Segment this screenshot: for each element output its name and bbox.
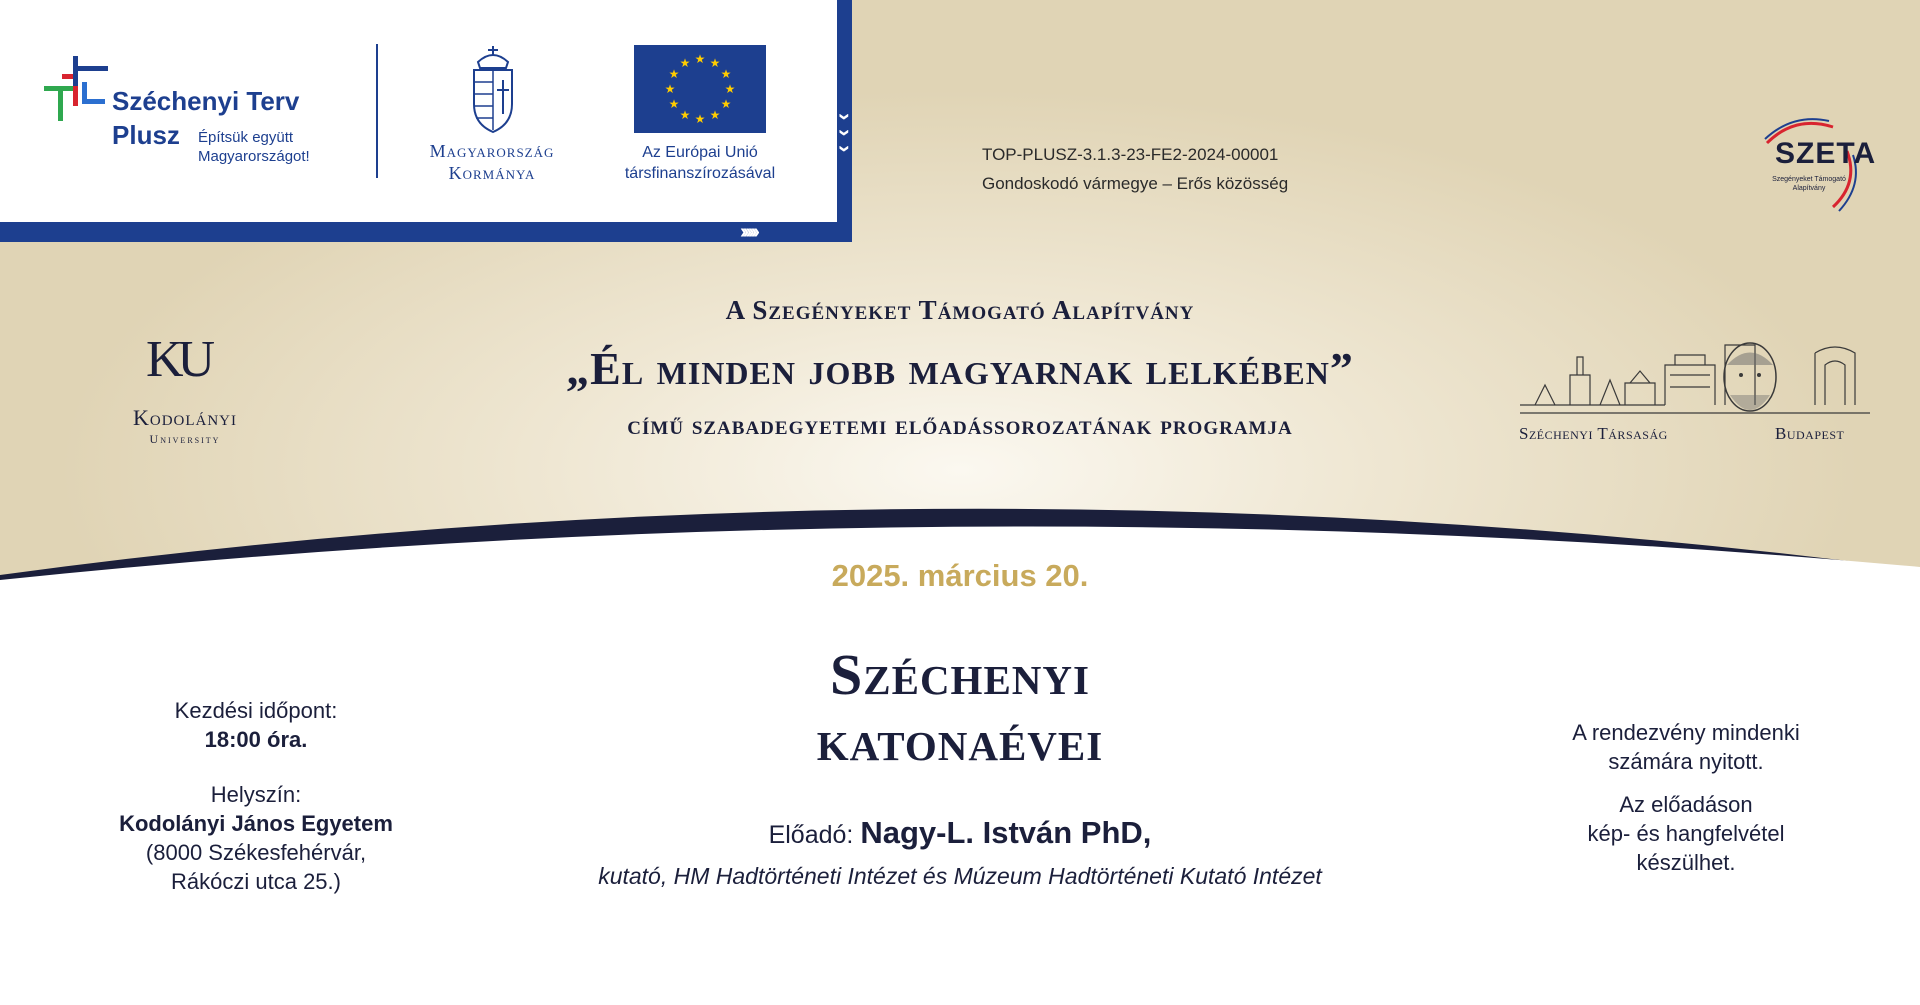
recording-note-line-1: Az előadáson — [1619, 792, 1753, 817]
szeta-logo-subtitle: Szegényeket Támogató Alapítvány — [1772, 176, 1846, 192]
eu-star-icon: ★ — [694, 112, 706, 126]
szechenyi-terv-title: Széchenyi Terv — [112, 86, 300, 116]
eu-star-icon: ★ — [720, 97, 732, 111]
eu-flag — [634, 45, 766, 133]
project-slogan: Gondoskodó vármegye – Erős közösség — [982, 174, 1289, 193]
szechenyi-terv-slogan — [198, 128, 348, 166]
hungarian-government-logo-text — [412, 140, 572, 184]
recording-note-line-2: kép- és hangfelvétel — [1587, 821, 1785, 846]
event-title-line-1: Széchenyi — [830, 642, 1090, 707]
eu-star-icon: ★ — [679, 107, 691, 122]
kodolanyi-monogram: KU — [146, 331, 210, 388]
event-time-and-place — [100, 696, 412, 896]
open-note-line-1: A rendezvény mindenki — [1572, 720, 1800, 745]
start-time-label: Kezdési időpont: — [174, 698, 338, 723]
start-time: 18:00 óra. — [204, 727, 308, 752]
event-title-line-2: katonaévei — [816, 708, 1104, 773]
eu-cofinancing-text — [604, 142, 796, 184]
eu-line-1: Az Európai Unió — [642, 144, 758, 161]
address-line-1: (8000 Székesfehérvár, — [145, 840, 367, 865]
place-name: Kodolányi János Egyetem — [119, 811, 393, 836]
recording-note-line-3: készülhet. — [1636, 850, 1736, 875]
eu-star-icon: ★ — [668, 97, 680, 111]
header-organization: A Szegényeket Támogató Alapítvány — [725, 295, 1195, 325]
header-series-title: „Él minden jobb magyarnak lelkében” — [566, 343, 1354, 394]
project-info — [982, 140, 1288, 198]
kormany-line-1: Magyarország — [429, 141, 555, 161]
kodolanyi-university-label: University — [149, 432, 221, 446]
eu-star-icon: ★ — [664, 82, 676, 96]
hungarian-coat-of-arms-icon — [470, 44, 516, 134]
eu-star-icon: ★ — [679, 56, 691, 71]
place-label: Helyszín: — [210, 782, 302, 807]
eu-star-icon: ★ — [709, 107, 721, 122]
open-note-line-2: számára nyitott. — [1608, 749, 1764, 774]
slogan-line-2: Magyarországot! — [198, 148, 310, 165]
eu-star-icon: ★ — [720, 67, 732, 81]
panel-border-bottom — [0, 222, 852, 242]
eu-star-icon: ★ — [724, 82, 736, 96]
szeta-logo-text: SZETA — [1775, 137, 1877, 170]
eu-star-icon: ★ — [694, 52, 706, 66]
slogan-line-1: Építsük együtt — [198, 129, 294, 146]
szechenyi-tarsasag-label: Széchenyi Társaság — [1519, 424, 1668, 443]
kodolanyi-name: Kodolányi — [132, 405, 238, 430]
project-code: TOP-PLUSZ-3.1.3-23-FE2-2024-00001 — [982, 145, 1279, 164]
eu-line-2: társfinanszírozásával — [624, 165, 776, 182]
presenter-name: Nagy-L. István PhD, — [860, 815, 1152, 850]
budapest-label: Budapest — [1775, 424, 1845, 443]
kormany-line-2: Kormánya — [448, 163, 536, 183]
eu-stars-icon — [634, 45, 766, 133]
presenter-label: Előadó: — [768, 821, 854, 849]
szechenyi-tarsasag-illustration-icon — [1515, 335, 1875, 425]
address-line-2: Rákóczi utca 25.) — [171, 869, 341, 894]
presenter-affiliation: kutató, HM Hadtörténeti Intézet és Múzeum Hadtörténeti Kutató Intézet — [598, 863, 1322, 889]
event-date: 2025. március 20. — [831, 558, 1089, 593]
eu-star-icon: ★ — [709, 56, 721, 71]
szechenyi-terv-cross-icon — [44, 56, 110, 122]
eu-star-icon: ★ — [668, 67, 680, 81]
chevron-bottom-icon: ›››››› — [740, 221, 756, 243]
event-notes — [1528, 718, 1844, 877]
logo-divider — [376, 44, 378, 178]
header-series-subtitle: című szabadegyetemi előadássorozatának programja — [627, 410, 1293, 440]
chevron-decoration-icon: › › › — [833, 113, 858, 153]
szechenyi-terv-plusz: Plusz — [112, 120, 180, 150]
